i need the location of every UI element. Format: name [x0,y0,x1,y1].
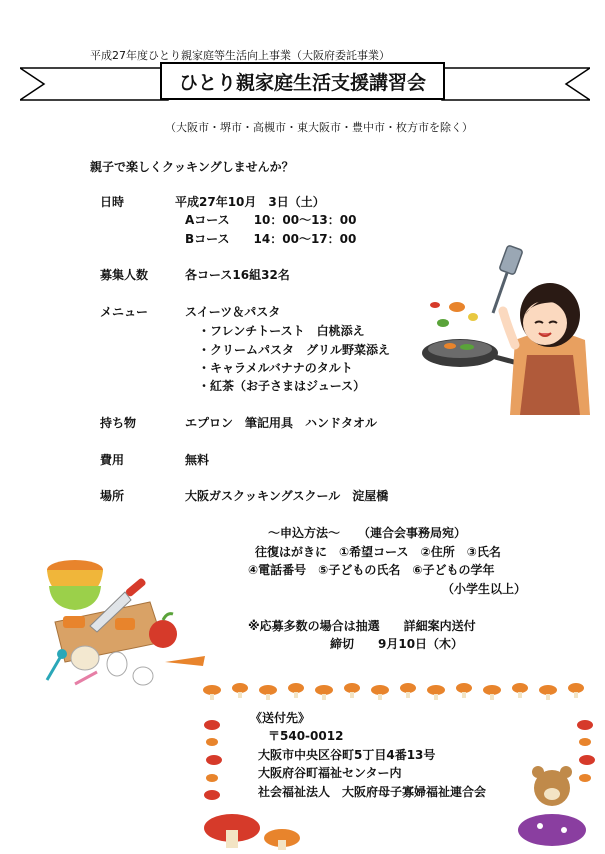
lottery-note: ※応募多数の場合は抽選 詳細案内送付 [248,619,476,633]
application-line: ④電話番号 ⑤子どもの氏名 ⑥子どもの学年 [248,563,495,577]
address-heading: 《送付先》 [250,711,311,725]
menu-label: メニュー [100,305,149,319]
address-line: 大阪市中央区谷町5丁目4番13号 [258,748,436,762]
address-postal: 〒540-0012 [268,729,344,743]
menu-item: ・クリームパスタ グリル野菜添え [198,343,391,357]
exclusion-note: （大阪市・堺市・高槻市・東大阪市・豊中市・枚方市を除く） [165,121,473,134]
cooking-woman-illustration [415,245,595,415]
cutting-board-illustration [35,552,210,692]
page-title: ひとり親家庭生活支援講習会 [160,62,445,100]
menu-item: ・フレンチトースト 白桃添え [198,324,365,338]
address-line: 社会福祉法人 大阪府母子寡婦福祉連合会 [258,785,487,799]
deadline: 締切 9月10日（木） [330,637,464,651]
capacity-label: 募集人数 [100,268,149,282]
supertitle: 平成27年度ひとり親家庭等生活向上事業（大阪府委託事業） [90,49,390,62]
fee-label: 費用 [100,453,125,467]
mushroom-frame [200,680,600,850]
capacity-value: 各コース16組32名 [185,268,290,282]
venue-value: 大阪ガスクッキングスクール 淀屋橋 [185,489,389,503]
menu-item: ・紅茶（お子さまはジュース） [198,379,366,393]
fee-value: 無料 [185,453,210,467]
course-a: Aコース 10：00～13：00 [185,213,357,227]
belongings-value: エプロン 筆記用具 ハンドタオル [185,416,378,430]
belongings-label: 持ち物 [100,416,137,430]
date-label: 日時 [100,195,125,209]
menu-title: スイーツ＆パスタ [185,305,281,319]
address-line: 大阪府谷町福祉センター内 [258,766,402,780]
intro-text: 親子で楽しくクッキングしませんか？ [90,160,294,174]
application-line: （小学生以上） [442,582,527,596]
course-b: Bコース 14：00～17：00 [185,232,357,246]
date-value: 平成27年10月 3日（土） [175,195,325,209]
venue-label: 場所 [100,489,125,503]
application-line: 往復はがきに ①希望コース ②住所 ③氏名 [255,545,501,559]
application-heading: ～申込方法～ （連合会事務局宛） [268,526,467,540]
menu-item: ・キャラメルバナナのタルト [198,361,353,375]
